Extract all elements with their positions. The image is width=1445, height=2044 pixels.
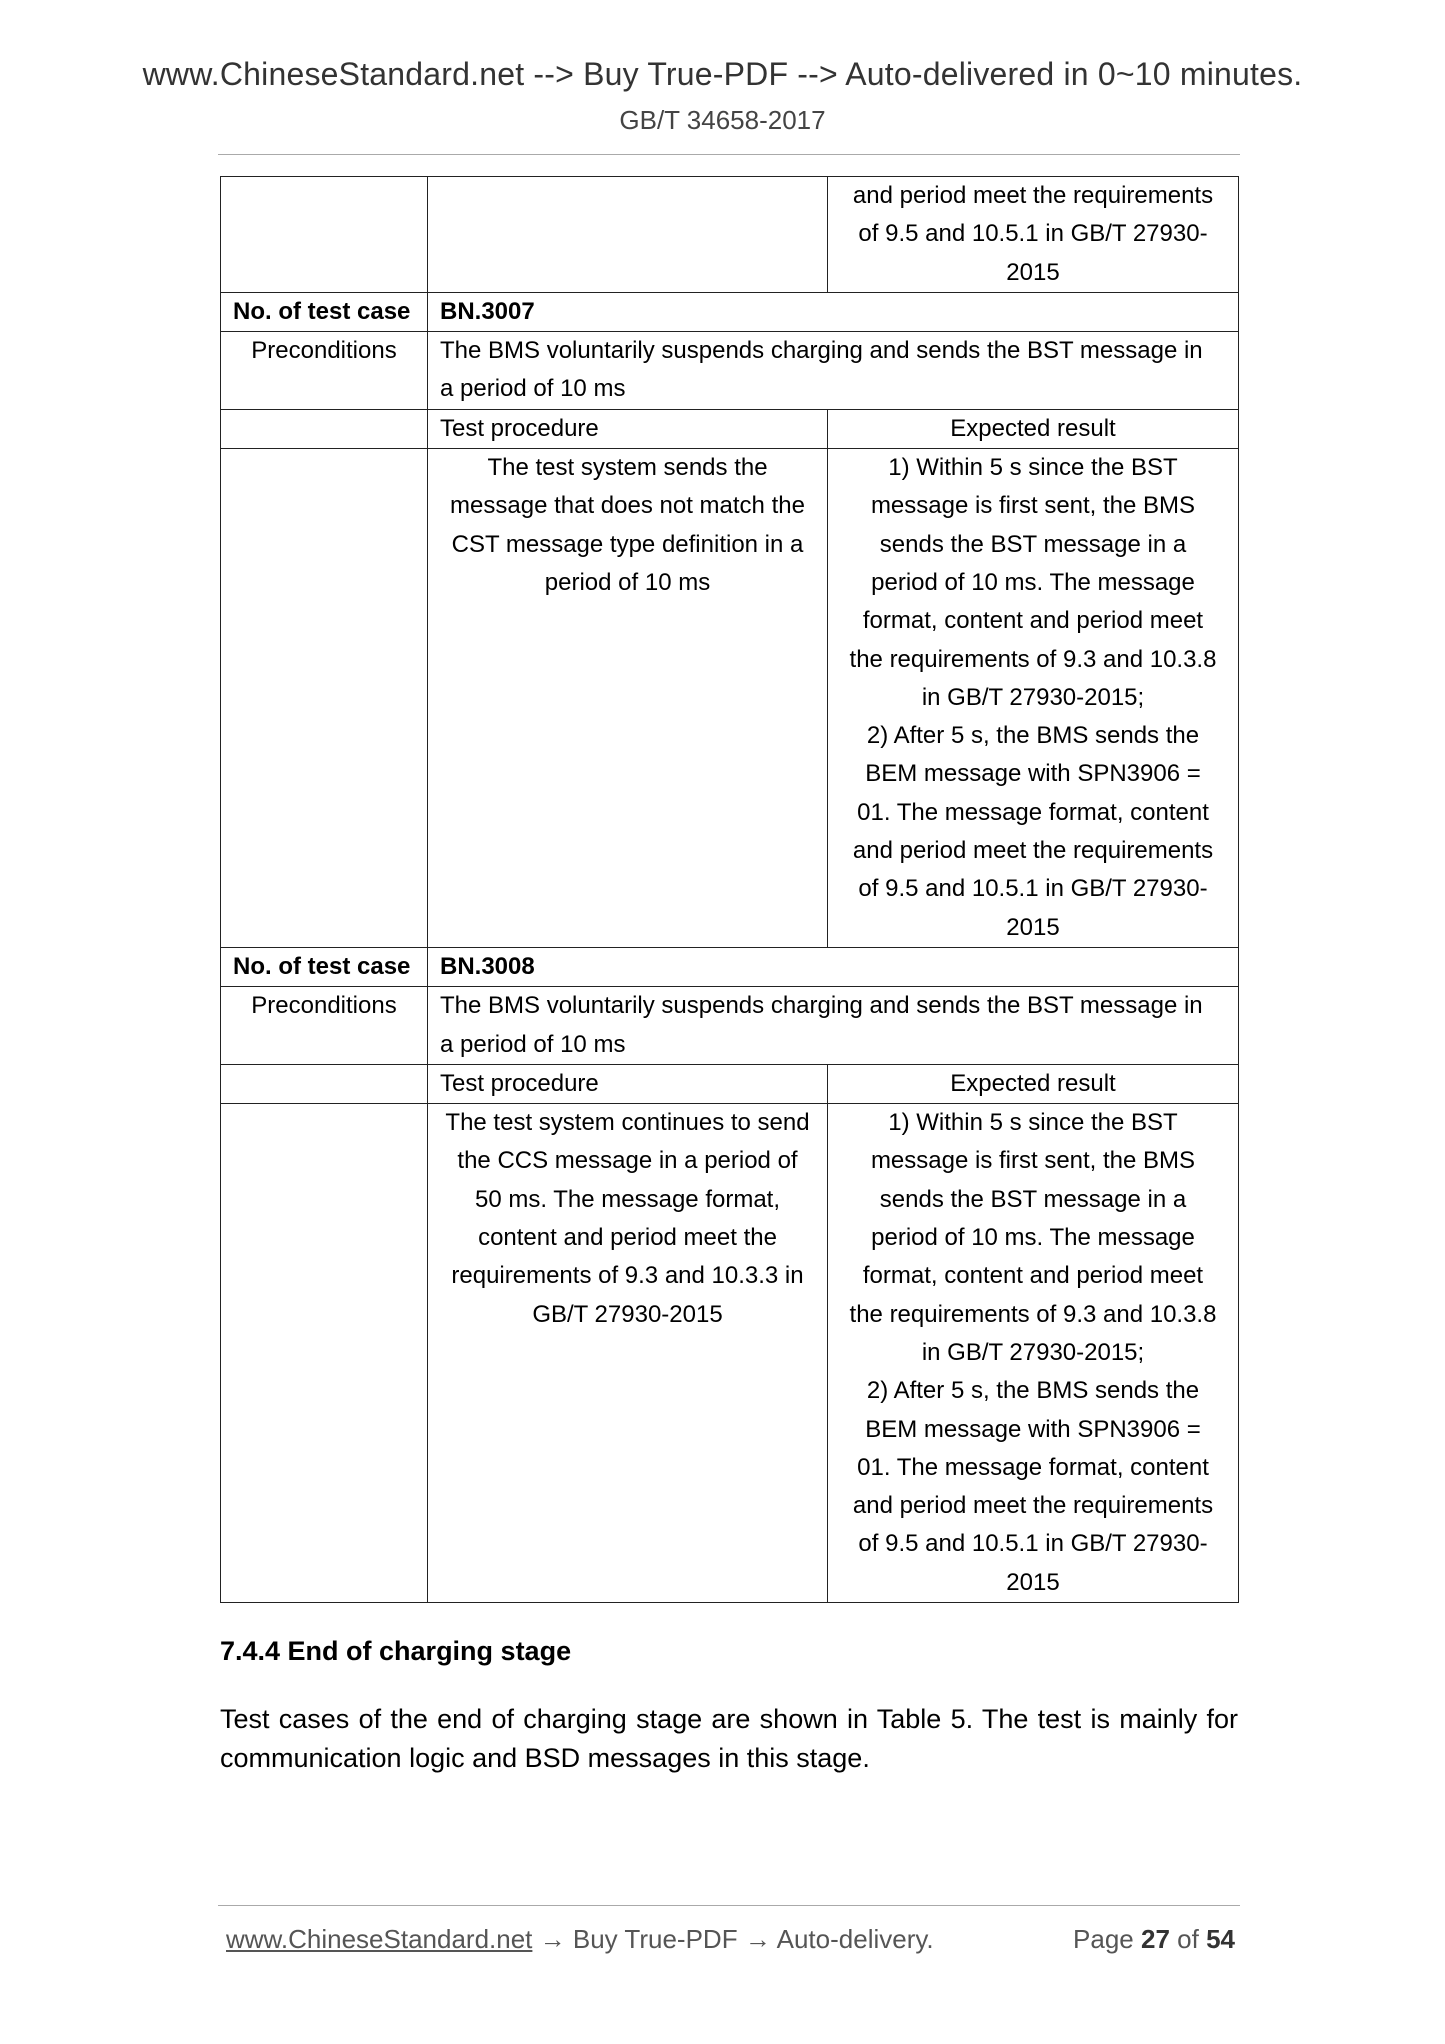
footer-buy-link[interactable]: Buy True-PDF — [572, 1924, 738, 1954]
text-line: of 9.5 and 10.5.1 in GB/T 27930- — [858, 1530, 1208, 1558]
text-line: period of 10 ms — [544, 568, 711, 596]
text-line: CST message type definition in a — [451, 530, 804, 558]
text-line: period of 10 ms. The message — [871, 1224, 1195, 1252]
section-paragraph: Test cases of the end of charging stage are shown in Table 5. The test is mainly for communication logic and BSD messages in this stage. — [220, 1704, 1238, 1773]
table-row — [221, 409, 1239, 448]
text-line: the CCS message in a period of — [457, 1147, 798, 1175]
text-line: period of 10 ms. The message — [871, 568, 1195, 596]
text-line: GB/T 27930-2015 — [532, 1300, 723, 1328]
page-word: Page — [1073, 1924, 1134, 1954]
text-line: message is first sent, the BMS — [870, 492, 1196, 520]
text-line: 2015 — [1006, 1568, 1060, 1596]
text-line: The test system sends the — [487, 454, 768, 482]
text-line: 01. The message format, content — [857, 1453, 1209, 1481]
expected-result-header: Expected result — [828, 409, 1239, 448]
test-case-label: No. of test case — [221, 292, 428, 331]
test-case-label: No. of test case — [221, 947, 428, 986]
text-line: the requirements of 9.3 and 10.3.8 — [849, 1300, 1217, 1328]
arrow-icon: → — [539, 1924, 566, 1954]
text-line: the requirements of 9.3 and 10.3.8 — [849, 645, 1217, 673]
empty-cell — [221, 409, 428, 448]
text-line: message is first sent, the BMS — [870, 1147, 1196, 1175]
text-line: in GB/T 27930-2015; — [921, 1338, 1145, 1366]
footer-links — [226, 1924, 934, 1955]
preconditions-text — [428, 332, 1239, 410]
table-row — [221, 1104, 1239, 1603]
page-indicator — [1073, 1924, 1235, 1955]
table-row — [221, 332, 1239, 410]
text-line: sends the BST message in a — [879, 1185, 1187, 1213]
test-procedure-header: Test procedure — [428, 1064, 828, 1103]
footer-divider — [218, 1905, 1240, 1906]
text-line: The BMS voluntarily suspends charging and sends the BST message in — [440, 337, 1203, 365]
text-line: The test system continues to send — [445, 1109, 810, 1137]
table-row — [221, 449, 1239, 948]
text-line: and period meet the requirements — [852, 182, 1214, 209]
text-line: content and period meet the — [478, 1224, 777, 1252]
text-line: 50 ms. The message format, — [474, 1185, 780, 1213]
text-line: in GB/T 27930-2015; — [921, 683, 1145, 711]
table-row — [221, 1064, 1239, 1103]
text-line: 1) Within 5 s since the BST — [888, 1109, 1178, 1137]
text-line: 2015 — [1006, 258, 1060, 286]
text-line: and period meet the requirements — [852, 1492, 1214, 1520]
header-banner: www.ChineseStandard.net --> Buy True-PDF --> Auto-delivered in 0~10 minutes. — [142, 56, 1303, 92]
text-line: and period meet the requirements — [852, 837, 1214, 865]
expected-result-header: Expected result — [828, 1064, 1239, 1103]
expected-result-text — [828, 1104, 1239, 1603]
text-line: format, content and period meet — [862, 607, 1204, 635]
footer-site-link[interactable]: www.ChineseStandard.net — [226, 1924, 533, 1954]
table-row — [221, 292, 1239, 331]
test-procedure-text — [428, 449, 828, 948]
text-line: message that does not match the — [450, 492, 805, 520]
footer-delivery-text: Auto-delivery. — [776, 1924, 934, 1954]
page-number: 27 — [1141, 1924, 1170, 1954]
text-line: BEM message with SPN3906 = — [865, 1415, 1201, 1443]
carryover-result-cell — [828, 177, 1239, 293]
table-row — [221, 987, 1239, 1065]
arrow-icon: → — [744, 1924, 771, 1954]
empty-cell — [221, 1104, 428, 1603]
preconditions-label: Preconditions — [221, 987, 428, 1065]
test-procedure-text — [428, 1104, 828, 1603]
text-line: a period of 10 ms — [440, 375, 626, 403]
empty-cell — [221, 177, 428, 293]
text-line: BEM message with SPN3906 = — [865, 760, 1201, 788]
table-row — [221, 947, 1239, 986]
empty-cell — [221, 1064, 428, 1103]
test-case-id: BN.3007 — [428, 292, 1239, 331]
text-line: format, content and period meet — [862, 1262, 1204, 1290]
header-divider — [218, 154, 1240, 155]
preconditions-text — [428, 987, 1239, 1065]
empty-cell — [221, 449, 428, 948]
text-line: of 9.5 and 10.5.1 in GB/T 27930- — [858, 875, 1208, 903]
of-word: of — [1177, 1924, 1199, 1954]
test-case-id: BN.3008 — [428, 947, 1239, 986]
section-heading: 7.4.4 End of charging stage — [220, 1636, 572, 1666]
test-case-table — [220, 176, 1239, 1603]
table-row — [221, 177, 1239, 293]
test-procedure-header: Test procedure — [428, 409, 828, 448]
empty-cell — [428, 177, 828, 293]
text-line: 2015 — [1006, 913, 1060, 941]
text-line: 01. The message format, content — [857, 798, 1209, 826]
standard-number: GB/T 34658-2017 — [619, 105, 826, 135]
text-line: 2) After 5 s, the BMS sends the — [866, 1377, 1200, 1405]
text-line: sends the BST message in a — [879, 530, 1187, 558]
preconditions-label: Preconditions — [221, 332, 428, 410]
text-line: 1) Within 5 s since the BST — [888, 454, 1178, 482]
text-line: The BMS voluntarily suspends charging and sends the BST message in — [440, 992, 1203, 1020]
text-line: requirements of 9.3 and 10.3.3 in — [451, 1262, 804, 1290]
text-line: of 9.5 and 10.5.1 in GB/T 27930- — [858, 220, 1208, 248]
text-line: a period of 10 ms — [440, 1030, 626, 1058]
text-line: 2) After 5 s, the BMS sends the — [866, 722, 1200, 750]
expected-result-text — [828, 449, 1239, 948]
page-total: 54 — [1206, 1924, 1235, 1954]
